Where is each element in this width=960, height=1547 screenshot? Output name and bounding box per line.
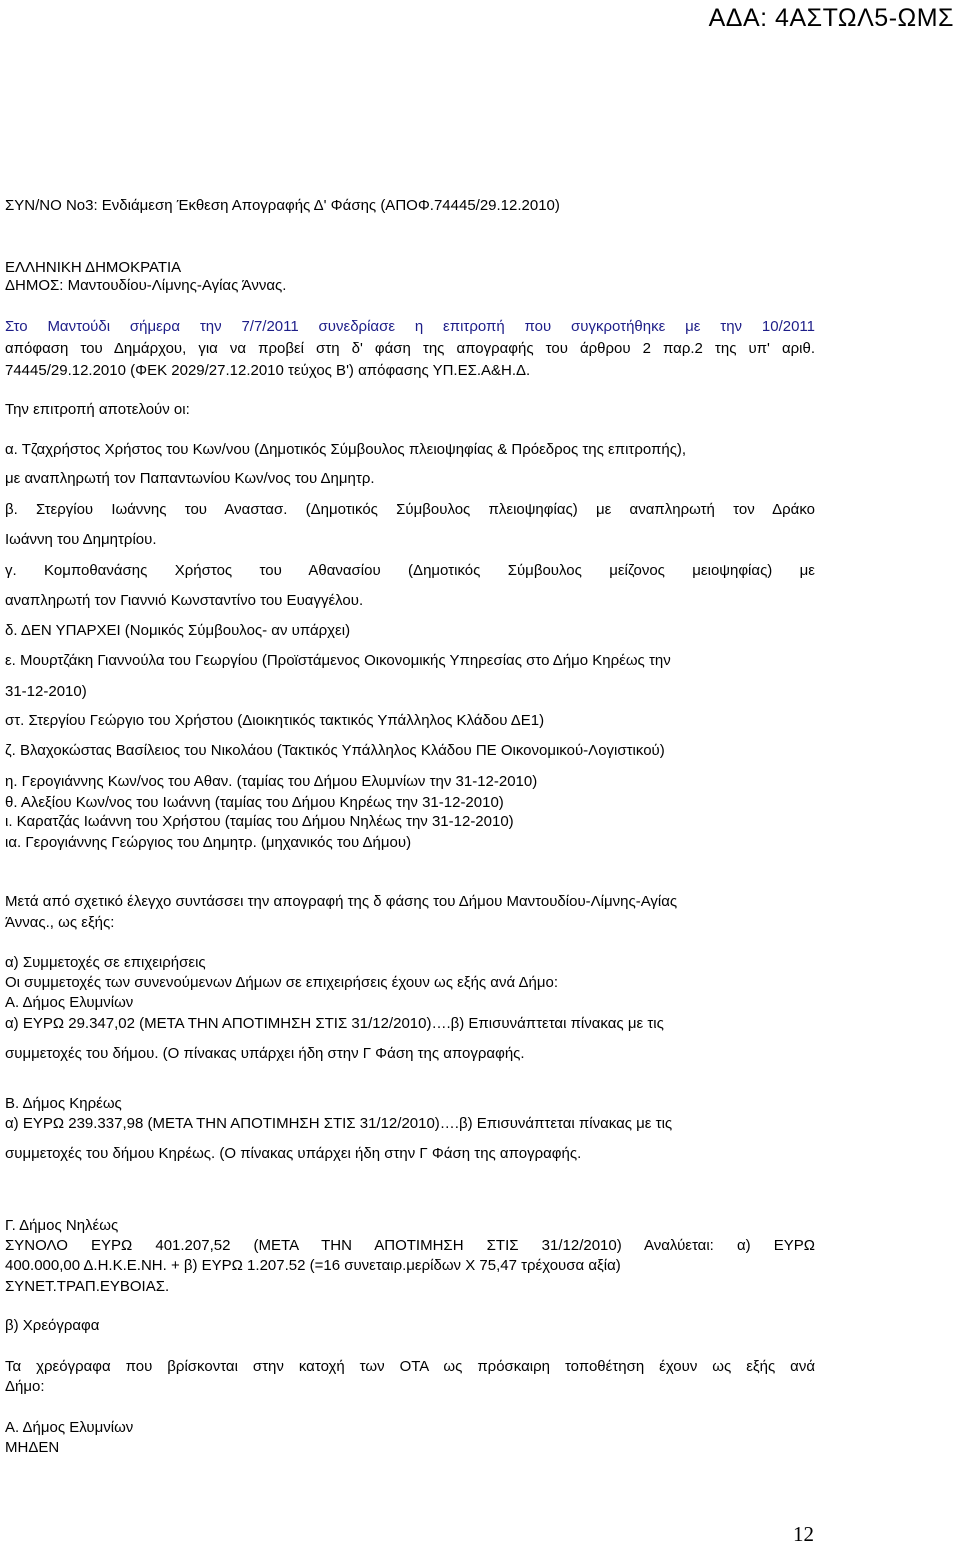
municipality-a-title: Α. Δήμος Ελυμνίων	[5, 994, 134, 1011]
municipality-g-line-3: ΣΥΝΕΤ.ΤΡΑΠ.ΕΥΒΟΙΑΣ.	[5, 1278, 170, 1295]
page-number: 12	[793, 1522, 814, 1546]
after-line-2: Άννας., ως εξής:	[5, 914, 115, 931]
municipality-g-line-1: ΣΥΝΟΛΟ ΕΥΡΩ 401.207,52 (ΜΕΤΑ ΤΗΝ ΑΠΟΤΙΜΗΣΗ ΣΤΙΣ 31/12/2010) Αναλύεται: α) ΕΥΡΩ	[5, 1237, 815, 1254]
municipality-a-line-2: συμμετοχές του δήμου. (Ο πίνακας υπάρχει ήδη στην Γ Φάση της απογραφής.	[5, 1045, 525, 1062]
securities-none: ΜΗΔΕΝ	[5, 1439, 60, 1456]
member-a-line-1: α. Τζαχρήστος Χρήστος του Κων/νου (Δημοτικός Σύμβουλος πλειοψηφίας & Πρόεδρος της επιτροπής),	[5, 441, 687, 458]
intro-line-3: 74445/29.12.2010 (ΦΕΚ 2029/27.12.2010 τεύχος Β') απόφασης ΥΠ.ΕΣ.Α&Η.Δ.	[5, 362, 531, 379]
section-a-heading: α) Συμμετοχές σε επιχειρήσεις	[5, 954, 206, 971]
section-b-heading: β) Χρεόγραφα	[5, 1317, 100, 1334]
member-st: στ. Στεργίου Γεώργιο του Χρήστου (Διοικητικός τακτικός Υπάλληλος Κλάδου ΔΕ1)	[5, 712, 545, 729]
member-b-line-1: β. Στεργίου Ιωάννης του Αναστασ. (Δημοτικός Σύμβουλος πλειοψηφίας) με αναπληρωτή τον Δράκο	[5, 501, 815, 518]
document-title: ΣΥΝ/ΝΟ Νο3: Ενδιάμεση Έκθεση Απογραφής Δ' Φάσης (ΑΠΟΦ.74445/29.12.2010)	[5, 197, 560, 214]
member-z: ζ. Βλαχοκώστας Βασίλειος του Νικολάου (Τακτικός Υπάλληλος Κλάδου ΠΕ Οικονομικού-Λογιστικού)	[5, 742, 665, 759]
member-c-line-1: γ. Κομποθανάσης Χρήστος του Αθανασίου (Δημοτικός Σύμβουλος μείζονος μειοψηφίας) με	[5, 562, 815, 579]
member-h: η. Γερογιάννης Κων/νος του Αθαν. (ταμίας του Δήμου Ελυμνίων την 31-12-2010)	[5, 773, 538, 790]
intro-line-2: απόφαση του Δημάρχου, για να προβεί στη δ' φάση της απογραφής του άρθρου 2 παρ.2 της υπ' αριθ.	[5, 340, 815, 357]
intro-line-1: Στο Μαντούδι σήμερα την 7/7/2011 συνεδρίασε η επιτροπή που συγκροτήθηκε με την 10/2011	[5, 318, 815, 335]
committee-label: Την επιτροπή αποτελούν οι:	[5, 401, 190, 418]
member-e-line-2: 31-12-2010)	[5, 683, 87, 700]
state-name: ΕΛΛΗΝΙΚΗ ΔΗΜΟΚΡΑΤΙΑ	[5, 259, 182, 276]
ada-code: ΑΔΑ: 4ΑΣΤΩΛ5-ΩΜΣ	[708, 4, 954, 32]
member-ia: ια. Γερογιάννης Γεώργιος του Δημητρ. (μηχανικός του Δήμου)	[5, 834, 412, 851]
municipality-g-line-2: 400.000,00 Δ.Η.Κ.Ε.ΝΗ. + β) ΕΥΡΩ 1.207.52 (=16 συνεταιρ.μερίδων Χ 75,47 τρέχουσα αξία)	[5, 1257, 621, 1274]
member-th: θ. Αλεξίου Κων/νος του Ιωάννη (ταμίας του Δήμου Κηρέως την 31-12-2010)	[5, 794, 504, 811]
member-c-line-2: αναπληρωτή τον Γιαννιό Κωνσταντίνο του Ευαγγέλου.	[5, 592, 364, 609]
member-a-line-2: με αναπληρωτή τον Παπαντωνίου Κων/νος του Δημητρ.	[5, 470, 375, 487]
municipality-b-line-2: συμμετοχές του δήμου Κηρέως. (Ο πίνακας υπάρχει ήδη στην Γ Φάση της απογραφής.	[5, 1145, 582, 1162]
securities-municipality-a-title: Α. Δήμος Ελυμνίων	[5, 1419, 134, 1436]
municipality-a-line-1: α) ΕΥΡΩ 29.347,02 (ΜΕΤΑ ΤΗΝ ΑΠΟΤΙΜΗΣΗ ΣΤΙΣ 31/12/2010)….β) Επισυνάπτεται πίνακας με τις	[5, 1015, 664, 1032]
member-b-line-2: Ιωάννη του Δημητρίου.	[5, 531, 157, 548]
member-d: δ. ΔΕΝ ΥΠΑΡΧΕΙ (Νομικός Σύμβουλος- αν υπάρχει)	[5, 622, 351, 639]
section-b-line-1: Τα χρεόγραφα που βρίσκονται στην κατοχή των ΟΤΑ ως πρόσκαιρη τοποθέτηση έχουν ως εξής ανά	[5, 1358, 815, 1375]
municipality-b-line-1: α) ΕΥΡΩ 239.337,98 (ΜΕΤΑ ΤΗΝ ΑΠΟΤΙΜΗΣΗ ΣΤΙΣ 31/12/2010)….β) Επισυνάπτεται πίνακας με τις	[5, 1115, 673, 1132]
section-b-line-2: Δήμο:	[5, 1378, 45, 1395]
member-e-line-1: ε. Μουρτζάκη Γιαννούλα του Γεωργίου (Προϊστάμενος Οικονομικής Υπηρεσίας στο Δήμο Κηρέως την	[5, 652, 671, 669]
municipality-name: ΔΗΜΟΣ: Μαντουδίου-Λίμνης-Αγίας Άννας.	[5, 277, 287, 294]
municipality-b-title: Β. Δήμος Κηρέως	[5, 1095, 122, 1112]
municipality-g-title: Γ. Δήμος Νηλέως	[5, 1217, 119, 1234]
section-a-intro: Οι συμμετοχές των συνενούμενων Δήμων σε επιχειρήσεις έχουν ως εξής ανά Δήμο:	[5, 974, 559, 991]
after-line-1: Μετά από σχετικό έλεγχο συντάσσει την απογραφή της δ φάσης του Δήμου Μαντουδίου-Λίμνης-Αγίας	[5, 893, 678, 910]
member-i: ι. Καρατζάς Ιωάννη του Χρήστου (ταμίας του Δήμου Νηλέως την 31-12-2010)	[5, 813, 514, 830]
